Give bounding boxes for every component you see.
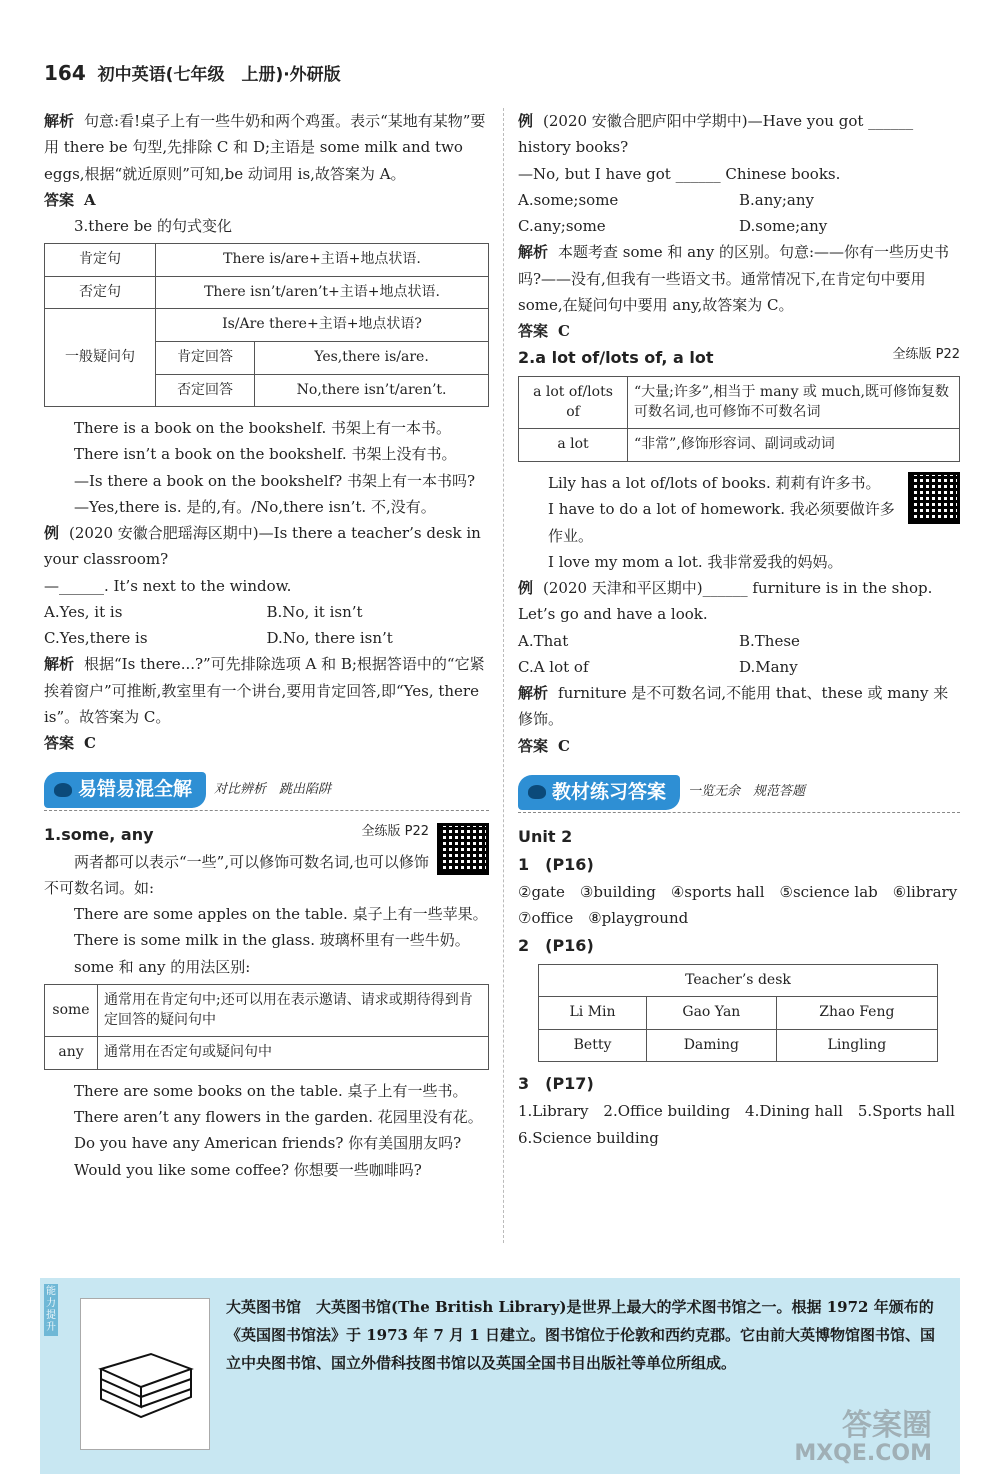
example-sentence: There is some milk in the glass. 玻璃杯里有一些牛奶。 bbox=[74, 931, 470, 950]
example-question-line2: —______. It’s next to the window. bbox=[44, 576, 292, 595]
options-row: C.any;some D.some;any bbox=[518, 217, 828, 235]
example-sentence: I have to do a lot of homework. 我必须要做许多作业。 bbox=[548, 500, 895, 545]
book-title: 初中英语(七年级 上册)·外研版 bbox=[97, 65, 341, 85]
answer: 答案 C bbox=[518, 736, 570, 755]
question-number: 2 (P16) bbox=[518, 935, 594, 955]
footer-info-box bbox=[40, 1278, 960, 1474]
example-sentence: There are some apples on the table. 桌子上有一些苹果。 bbox=[74, 905, 488, 924]
there-be-table: 肯定句 There is/are+主语+地点状语. 否定句 There isn’t/aren’t+主语+地点状语. 一般疑问句 Is/Are there+主语+地点状语? 肯定回答 Yes,there is/are. 否定回答 No,there isn’t/aren’t. bbox=[44, 243, 489, 407]
example-question: 例 (2020 天津和平区期中)______ furniture is in the shop. Let’s go and have a look. bbox=[518, 579, 933, 624]
question-answer: ②gate ③building ④sports hall ⑤science lab ⑥library ⑦office ⑧playground bbox=[518, 883, 973, 928]
analysis: 解析 furniture 是不可数名词,不能用 that、these 或 many 来修饰。 bbox=[518, 684, 949, 729]
footer-text: 大英图书馆 大英图书馆(The British Library)是世界上最大的学术图书馆之一。根据 1972 年颁布的《英国图书馆法》于 1973 年 7 月 1 日建立。图书馆位于伦敦和西约克郡。它由前大英博物馆图书馆、国立中央图书馆、国立外借科技图书馆以及英国全国书目出版社等单位所组成。 bbox=[226, 1298, 935, 1372]
classroom-seating-table: Teacher’s desk Li Min Gao Yan Zhao Feng Betty Daming Lingling bbox=[538, 964, 938, 1063]
example-sentence: I love my mom a lot. 我非常爱我的妈妈。 bbox=[548, 552, 843, 571]
question-answer: 1.Library 2.Office building 4.Dining hall 5.Sports hall 6.Science building bbox=[518, 1102, 970, 1147]
example-sentence: There are some books on the table. 桌子上有一些书。 bbox=[74, 1081, 468, 1100]
example-sentence: —Is there a book on the bookshelf? 书架上有一本书吗? bbox=[74, 471, 475, 490]
section-header-errors: 易错易混全解 对比辨析 跳出陷阱 bbox=[44, 772, 489, 810]
section-3-title: 3.there be 的句式变化 bbox=[74, 217, 232, 235]
example-sentence: Would you like some coffee? 你想要一些咖啡吗? bbox=[74, 1160, 422, 1179]
example-sentence: There isn’t a book on the bookshelf. 书架上没有书。 bbox=[74, 445, 457, 464]
example-sentence: There aren’t any flowers in the garden. 花园里没有花。 bbox=[74, 1108, 483, 1126]
example-sentence: Do you have any American friends? 你有美国朋友吗? bbox=[74, 1134, 462, 1153]
example-sentence: There is a book on the bookshelf. 书架上有一本书。 bbox=[74, 419, 451, 438]
example-sentence: —Yes,there is. 是的,有。/No,there isn’t. 不,没有。 bbox=[74, 497, 436, 516]
speaker-icon bbox=[528, 785, 546, 799]
example-sentence: Lily has a lot of/lots of books. 莉莉有许多书。 bbox=[518, 470, 960, 496]
book-stack-icon bbox=[81, 1299, 209, 1449]
right-column bbox=[518, 108, 973, 1151]
page-header bbox=[44, 56, 341, 91]
options-row: A.That B.These bbox=[518, 631, 800, 650]
intro-text: 两者都可以表示“一些”,可以修饰可数名词,也可以修饰不可数名词。如: bbox=[44, 852, 429, 897]
unit-title: Unit 2 bbox=[518, 827, 573, 847]
example-sentence: some 和 any 的用法区别: bbox=[74, 957, 251, 976]
side-label: 能力提升 bbox=[44, 1284, 58, 1336]
some-any-table: some 通常用在肯定句中;还可以用在表示邀请、请求或期待得到肯定回答的疑问句中 any 通常用在否定句或疑问句中 bbox=[44, 984, 489, 1070]
answer-1: 答案 A bbox=[44, 190, 96, 209]
options-row: C.A lot of D.Many bbox=[518, 657, 798, 676]
subsection-title: 全练版 P22 1.some, any bbox=[44, 821, 489, 849]
options-row: A.some;some B.any;any bbox=[518, 190, 814, 209]
analysis-2: 解析 根据“Is there...?”可先排除选项 A 和 B;根据答语中的“它紧挨着窗户”可推断,教室里有一个讲台,要用肯定回答,即“Yes, there is”。故答案为 C。 bbox=[44, 655, 485, 726]
question-number: 3 (P17) bbox=[518, 1074, 594, 1094]
analysis-1: 解析 句意:看!桌子上有一些牛奶和两个鸡蛋。表示“某地有某物”要用 there be 句型,先排除 C 和 D;主语是 some milk and two eggs,根据“就近原则”可知,be 动词用 is,故答案为 A。 bbox=[44, 112, 486, 183]
qr-code-icon[interactable] bbox=[908, 472, 960, 524]
footer-title: 大英图书馆 bbox=[226, 1298, 302, 1316]
subsection-title: 全练版 P22 2.a lot of/lots of, a lot bbox=[518, 347, 960, 368]
watermark-logo: 答案圈 MXQE.COM bbox=[794, 1407, 932, 1466]
answer-2: 答案 C bbox=[44, 734, 96, 753]
column-divider bbox=[503, 108, 504, 1243]
options-row: C.Yes,there is D.No, there isn’t bbox=[44, 629, 393, 648]
options-row: A.Yes, it is B.No, it isn’t bbox=[44, 602, 363, 621]
qr-code-icon[interactable] bbox=[437, 823, 489, 875]
example-question-line2: —No, but I have got ______ Chinese books. bbox=[518, 164, 841, 183]
answer: 答案 C bbox=[518, 322, 570, 340]
example-question: 例 (2020 安徽合肥瑶海区期中)—Is there a teacher’s desk in your classroom? bbox=[44, 524, 481, 569]
example-question: 例 (2020 安徽合肥庐阳中学期中)—Have you got ______ history books? bbox=[518, 112, 914, 157]
question-number: 1 (P16) bbox=[518, 855, 594, 875]
left-column bbox=[44, 108, 489, 1183]
section-header-answers: 教材练习答案 一览无余 规范答题 bbox=[518, 775, 960, 813]
page-number: 164 bbox=[44, 61, 86, 85]
a-lot-table: a lot of/lots of “大量;许多”,相当于 many 或 much,既可修饰复数可数名词,也可修饰不可数名词 a lot “非常”,修饰形容词、副词或动词 bbox=[518, 376, 960, 462]
analysis: 解析 本题考查 some 和 any 的区别。句意:——你有一些历史书吗?——没有,但我有一些语文书。通常情况下,在肯定句中要用 some,在疑问句中要用 any,故答案为 C。 bbox=[518, 243, 950, 314]
book-illustration bbox=[80, 1298, 210, 1450]
speaker-icon bbox=[54, 783, 72, 797]
